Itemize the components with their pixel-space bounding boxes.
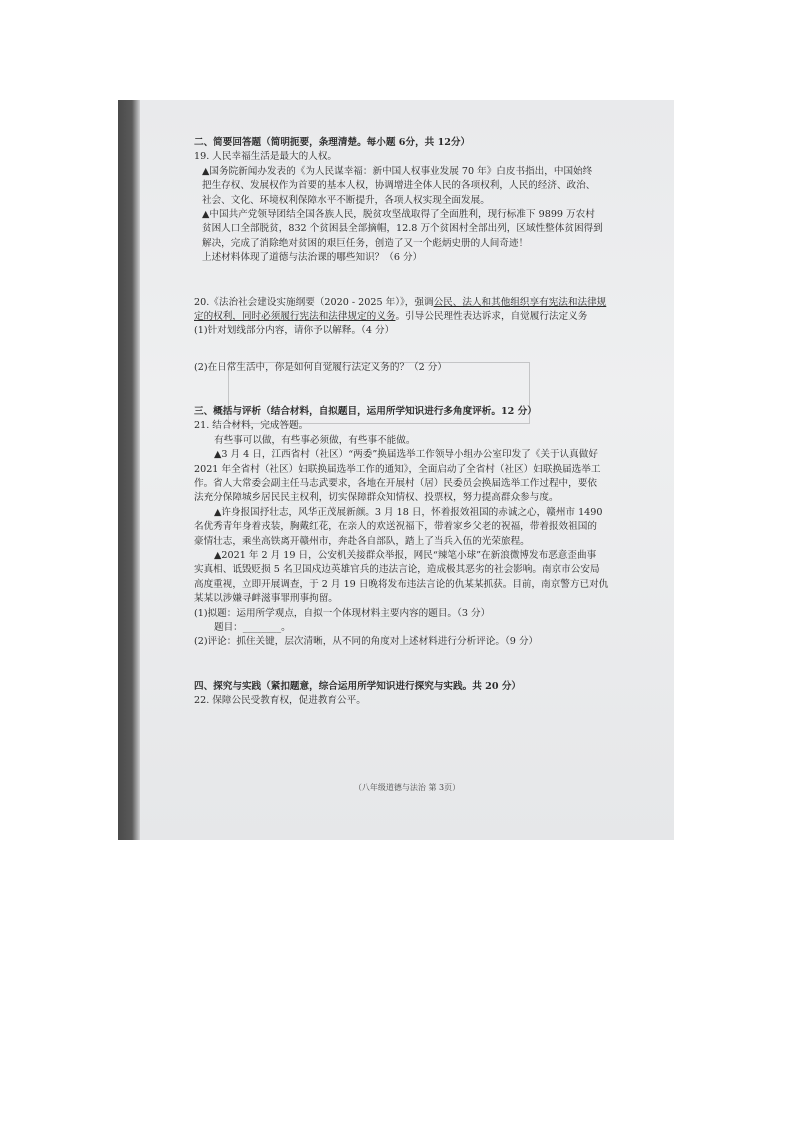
q21-material-1-line: ▲3 月 4 日，江西省村（社区）“两委”换届选举工作领导小组办公室印发了《关于认真做好 xyxy=(214,449,598,461)
q20-underlined-text: 定的权利，同时必须履行宪法和法律规定的义务 xyxy=(194,310,396,322)
section-2-heading: 二、简要回答题（简明扼要，条理清楚。每小题 6分，共 12分） xyxy=(194,137,471,148)
q21-material-3-line: 某某以涉嫌寻衅滋事罪刑事拘留。 xyxy=(194,593,338,605)
q20-subquestion-1: (1)针对划线部分内容，请你予以解释。（4 分） xyxy=(194,325,395,337)
q19-material-2-line: 贫困人口全部脱贫，832 个贫困县全部摘帽，12.8 万个贫困村全部出列，区域性整体贫困得到 xyxy=(202,223,603,235)
q21-material-1-line: 作。省人大常委会副主任马志武要求，各地在开展村（居）民委员会换届选举工作过程中，要依 xyxy=(194,478,597,490)
q20-material-line-2 xyxy=(194,310,664,324)
q19-question: 上述材料体现了道德与法治课的哪些知识？（6 分） xyxy=(202,252,423,264)
q20-underlined-text: 公民、法人和其他组织享有宪法和法律规 xyxy=(433,296,607,308)
q20-text: 。引导公民理性表达诉求，自觉履行法定义务 xyxy=(395,310,588,322)
q21-material-2-line: 豪情壮志，乘坐高铁离开赣州市，奔赴各自部队，踏上了当兵入伍的光荣旅程。 xyxy=(194,535,530,547)
exam-page-content xyxy=(194,136,664,709)
q21-title: 21. 结合材料，完成答题。 xyxy=(194,420,309,432)
q20-subquestion-2: (2)在日常生活中，你是如何自觉履行法定义务的？（2 分） xyxy=(194,361,447,373)
q19-material-1-line: 社会、文化、环境权利保障水平不断提升，各项人权实现全面发展。 xyxy=(202,194,490,206)
q19-material-1-line: 把生存权、发展权作为首要的基本人权，协调增进全体人民的各项权利，人民的经济、政治、 xyxy=(202,180,596,192)
q21-material-1-line: 2021 年全省村（社区）妇联换届选举工作的通知》，全面启动了全省村（社区）妇联换届选举工 xyxy=(194,463,601,475)
q21-motto: 有些事可以做，有些事必须做，有些事不能做。 xyxy=(214,434,416,446)
q19-title: 19. 人民幸福生活是最大的人权。 xyxy=(194,151,338,163)
page-footer: （八年级道德与法治 第 3页） xyxy=(353,783,461,792)
q21-material-3-line: 实真相、诋毁贬损 5 名卫国戍边英雄官兵的违法言论，造成极其恶劣的社会影响。南京市公安局 xyxy=(194,564,600,576)
q21-topic-blank: 题目：________。 xyxy=(214,621,291,633)
section-3-heading: 三、概括与评析（结合材料，自拟题目，运用所学知识进行多角度评析。12 分） xyxy=(194,406,537,418)
q20-text: 20.《法治社会建设实施纲要（2020 - 2025 年）》，强调 xyxy=(194,296,434,308)
section-4-heading: 四、探究与实践（紧扣题意，综合运用所学知识进行探究与实践。共 20 分） xyxy=(194,680,522,692)
q19-material-2-line: ▲中国共产党领导团结全国各族人民，脱贫攻坚战取得了全面胜利，现行标准下 9899 万农村 xyxy=(202,208,595,220)
q21-material-2-line: 名优秀青年身着戎装，胸戴红花，在亲人的欢送祝福下，带着家乡父老的祝福，带着报效祖国的 xyxy=(194,521,597,533)
q21-subquestion-1: (1)拟题：运用所学观点，自拟一个体现材料主要内容的题目。（3 分） xyxy=(194,607,491,619)
q19-material-1-line: ▲国务院新闻办发表的《为人民谋幸福：新中国人权事业发展 70 年》白皮书指出，中国始终 xyxy=(202,165,593,177)
q21-material-2-line: ▲许身报国抒壮志，风华正茂展新颜。3 月 18 日，怀着报效祖国的赤诚之心，赣州市 1490 xyxy=(214,506,603,518)
q22-title: 22. 保障公民受教育权，促进教育公平。 xyxy=(194,695,366,707)
q21-subquestion-2: (2)评论：抓住关键，层次清晰，从不同的角度对上述材料进行分析评论。（9 分） xyxy=(194,636,539,648)
q21-material-3-line: ▲2021 年 2 月 19 日，公安机关接群众举报，网民“辣笔小球”在新浪微博发布恶意歪曲事 xyxy=(214,549,597,561)
q20-material-line-1 xyxy=(194,296,664,310)
q21-material-3-line: 高度重视，立即开展调查，于 2 月 19 日晚将发布违法言论的仇某某抓获。目前，南京警方已对仇 xyxy=(194,578,609,590)
q19-material-2-line: 解决，完成了消除绝对贫困的艰巨任务，创造了又一个彪炳史册的人间奇迹！ xyxy=(202,237,529,249)
q21-material-1-line: 法充分保障城乡居民民主权利，切实保障群众知情权、投票权，努力提高群众参与度。 xyxy=(194,492,559,504)
